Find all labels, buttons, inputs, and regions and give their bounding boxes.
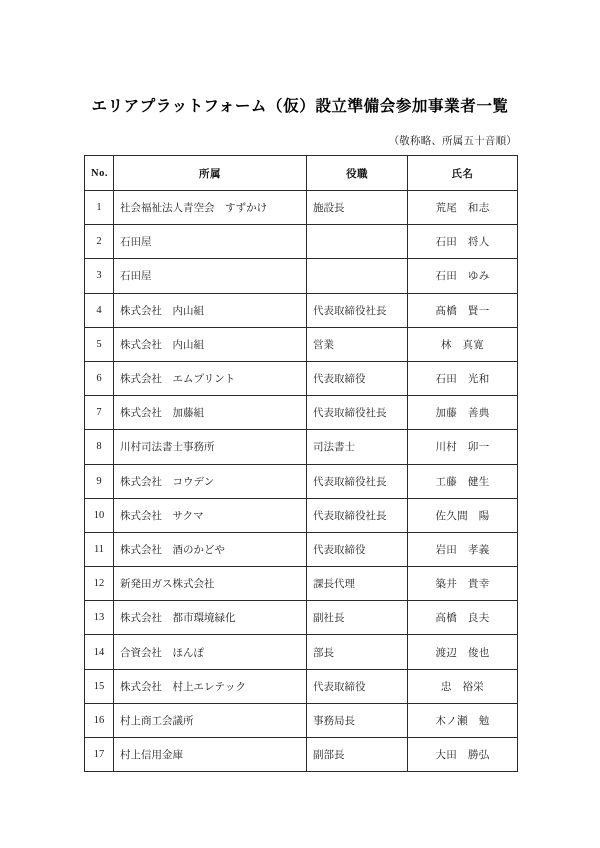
table-row: [85, 396, 518, 430]
cell-organization: 石田屋: [114, 259, 307, 293]
cell-no: 15: [85, 669, 114, 703]
cell-no: 10: [85, 498, 114, 532]
cell-organization: 社会福祉法人青空会 すずかけ: [114, 191, 307, 225]
cell-organization: 合資会社 ほんぽ: [114, 635, 307, 669]
column-header-org: 所属: [114, 156, 307, 191]
cell-person-name: 石田 ゆみ: [408, 259, 518, 293]
cell-organization: 株式会社 コウデン: [114, 464, 307, 498]
cell-person-name: 築井 貴幸: [408, 567, 518, 601]
cell-organization: 株式会社 エムプリント: [114, 361, 307, 395]
table-header-row: [85, 156, 518, 191]
table-body: [85, 191, 518, 772]
cell-role: 代表取締役社長: [307, 498, 408, 532]
table-row: [85, 669, 518, 703]
cell-no: 11: [85, 532, 114, 566]
table-row: [85, 703, 518, 737]
cell-no: 5: [85, 327, 114, 361]
cell-organization: 新発田ガス株式会社: [114, 567, 307, 601]
cell-organization: 石田屋: [114, 225, 307, 259]
cell-person-name: 石田 光和: [408, 361, 518, 395]
cell-person-name: 加藤 善典: [408, 396, 518, 430]
cell-organization: 株式会社 内山組: [114, 327, 307, 361]
cell-organization: 株式会社 村上エレテック: [114, 669, 307, 703]
column-header-name: 氏名: [408, 156, 518, 191]
cell-organization: 株式会社 都市環境緑化: [114, 601, 307, 635]
cell-no: 9: [85, 464, 114, 498]
cell-person-name: 高橋 良夫: [408, 601, 518, 635]
table-row: [85, 225, 518, 259]
cell-role: 営業: [307, 327, 408, 361]
cell-no: 8: [85, 430, 114, 464]
table-row: [85, 567, 518, 601]
table-row: [85, 327, 518, 361]
table-row: [85, 361, 518, 395]
cell-no: 1: [85, 191, 114, 225]
cell-no: 16: [85, 703, 114, 737]
cell-role: 部長: [307, 635, 408, 669]
cell-role: 課長代理: [307, 567, 408, 601]
cell-organization: 株式会社 酒のかどや: [114, 532, 307, 566]
cell-role: 事務局長: [307, 703, 408, 737]
cell-no: 17: [85, 738, 114, 772]
cell-role: 代表取締役: [307, 361, 408, 395]
cell-role: 司法書士: [307, 430, 408, 464]
cell-person-name: 佐久間 陽: [408, 498, 518, 532]
column-header-no: No.: [85, 156, 114, 191]
table-header: [85, 156, 518, 191]
cell-person-name: 石田 将人: [408, 225, 518, 259]
table-row: [85, 738, 518, 772]
cell-organization: 川村司法書士事務所: [114, 430, 307, 464]
cell-role: [307, 225, 408, 259]
cell-organization: 村上商工会議所: [114, 703, 307, 737]
cell-role: 代表取締役: [307, 532, 408, 566]
column-header-role: 役職: [307, 156, 408, 191]
table-row: [85, 532, 518, 566]
cell-organization: 株式会社 内山組: [114, 293, 307, 327]
cell-person-name: 木ノ瀬 勉: [408, 703, 518, 737]
participants-table: [84, 155, 518, 772]
table-row: [85, 259, 518, 293]
cell-person-name: 岩田 孝義: [408, 532, 518, 566]
table-row: [85, 293, 518, 327]
cell-role: 代表取締役社長: [307, 293, 408, 327]
table-row: [85, 191, 518, 225]
cell-organization: 村上信用金庫: [114, 738, 307, 772]
cell-person-name: 忠 裕栄: [408, 669, 518, 703]
honorific-order-note: （敬称略、所属五十音順）: [388, 136, 517, 147]
cell-no: 4: [85, 293, 114, 327]
table-row: [85, 498, 518, 532]
cell-role: 施設長: [307, 191, 408, 225]
cell-no: 14: [85, 635, 114, 669]
cell-no: 13: [85, 601, 114, 635]
cell-organization: 株式会社 加藤組: [114, 396, 307, 430]
cell-person-name: 渡辺 俊也: [408, 635, 518, 669]
cell-person-name: 大田 勝弘: [408, 738, 518, 772]
cell-organization: 株式会社 サクマ: [114, 498, 307, 532]
cell-no: 7: [85, 396, 114, 430]
cell-person-name: 工藤 健生: [408, 464, 518, 498]
cell-person-name: 川村 卯一: [408, 430, 518, 464]
cell-no: 2: [85, 225, 114, 259]
cell-role: [307, 259, 408, 293]
cell-role: 副部長: [307, 738, 408, 772]
cell-no: 6: [85, 361, 114, 395]
table-row: [85, 430, 518, 464]
cell-no: 12: [85, 567, 114, 601]
cell-no: 3: [85, 259, 114, 293]
table-row: [85, 464, 518, 498]
cell-role: 代表取締役: [307, 669, 408, 703]
cell-person-name: 荒尾 和志: [408, 191, 518, 225]
cell-role: 代表取締役社長: [307, 464, 408, 498]
cell-person-name: 林 真寛: [408, 327, 518, 361]
page-title: エリアプラットフォーム（仮）設立準備会参加事業者一覧: [91, 98, 509, 116]
table-row: [85, 635, 518, 669]
cell-person-name: 髙橋 賢一: [408, 293, 518, 327]
participants-table-container: [84, 155, 517, 772]
cell-role: 副社長: [307, 601, 408, 635]
table-row: [85, 601, 518, 635]
cell-role: 代表取締役社長: [307, 396, 408, 430]
